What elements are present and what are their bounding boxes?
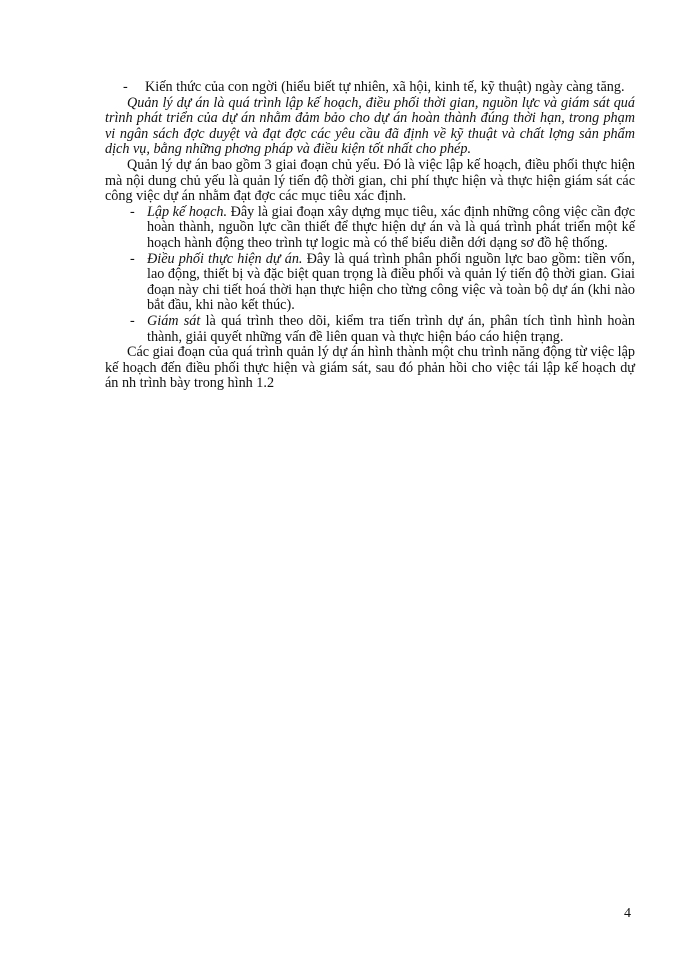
- stage-term: Lập kế hoạch.: [147, 203, 228, 220]
- stage-term: Điều phối thực hiện dự án.: [147, 250, 303, 267]
- stage-item-monitoring: [105, 314, 635, 345]
- stage-item-planning: [105, 205, 635, 252]
- bullet-knowledge: [105, 80, 635, 96]
- stage-item-coordination: [105, 252, 635, 314]
- page-number: 4: [624, 906, 631, 921]
- stage-desc: Đây là giai đoạn xây dựng mục tiêu, xác định những công việc cần đợc hoàn thành, nguồn lực cần thiết để thực hiện dự án và là quá trình phát triển một kế hoạch hành động theo trình tự logic mà có thể biểu diễn dới dạng sơ đồ hệ thống.: [147, 203, 635, 251]
- stage-term: Giám sát: [147, 312, 201, 329]
- page-body: [105, 80, 635, 392]
- definition-paragraph: Quản lý dự án là quá trình lập kế hoạch, điều phối thời gian, nguồn lực và giám sát quá trình phát triển của dự án nhằm đảm bảo cho dự án hoàn thành đúng thời hạn, trong phạm vi ngân sách đợc duyệt và đạt đợc các yêu cầu đã định về kỹ thuật và chất lợng sản phẩm dịch vụ, bằng những phơng pháp và điều kiện tốt nhất cho phép.: [105, 94, 635, 158]
- closing-paragraph: Các giai đoạn của quá trình quản lý dự án hình thành một chu trình năng động từ việc lập kế hoạch đến điều phối thực hiện và giám sát, sau đó phản hồi cho việc tái lập kế hoạch dự án nh trình bày trong hình 1.2: [105, 344, 635, 392]
- stage-desc: là quá trình theo dõi, kiểm tra tiến trình dự án, phân tích tình hình hoàn thành, giải quyết những vấn đề liên quan và thực hiện báo cáo hiện trạng.: [147, 312, 636, 345]
- bullet-dash: -: [130, 250, 135, 267]
- bullet-dash: -: [130, 203, 135, 220]
- stages-intro-paragraph: Quản lý dự án bao gồm 3 giai đoạn chủ yếu. Đó là việc lập kế hoạch, điều phối thực hiện mà nội dung chủ yếu là quản lý tiến độ thời gian, chi phí thực hiện và thực hiện giám sát các công việc dự án nhằm đạt đợc các mục tiêu xác định.: [105, 156, 635, 205]
- bullet-dash: -: [130, 312, 135, 329]
- bullet-dash: -: [123, 79, 128, 95]
- bullet-text: Kiến thức của con ngời (hiểu biết tự nhiên, xã hội, kinh tế, kỹ thuật) ngày càng tăng.: [145, 79, 625, 95]
- stage-desc: Đây là quá trình phân phối nguồn lực bao gồm: tiền vốn, lao động, thiết bị và đặc biệt quan trọng là điều phối và quản lý tiến độ thời gian. Giai đoạn này chi tiết hoá thời hạn thực hiện cho từng công việc và toàn bộ dự án (khi nào bắt đầu, khi nào kết thúc).: [147, 250, 635, 314]
